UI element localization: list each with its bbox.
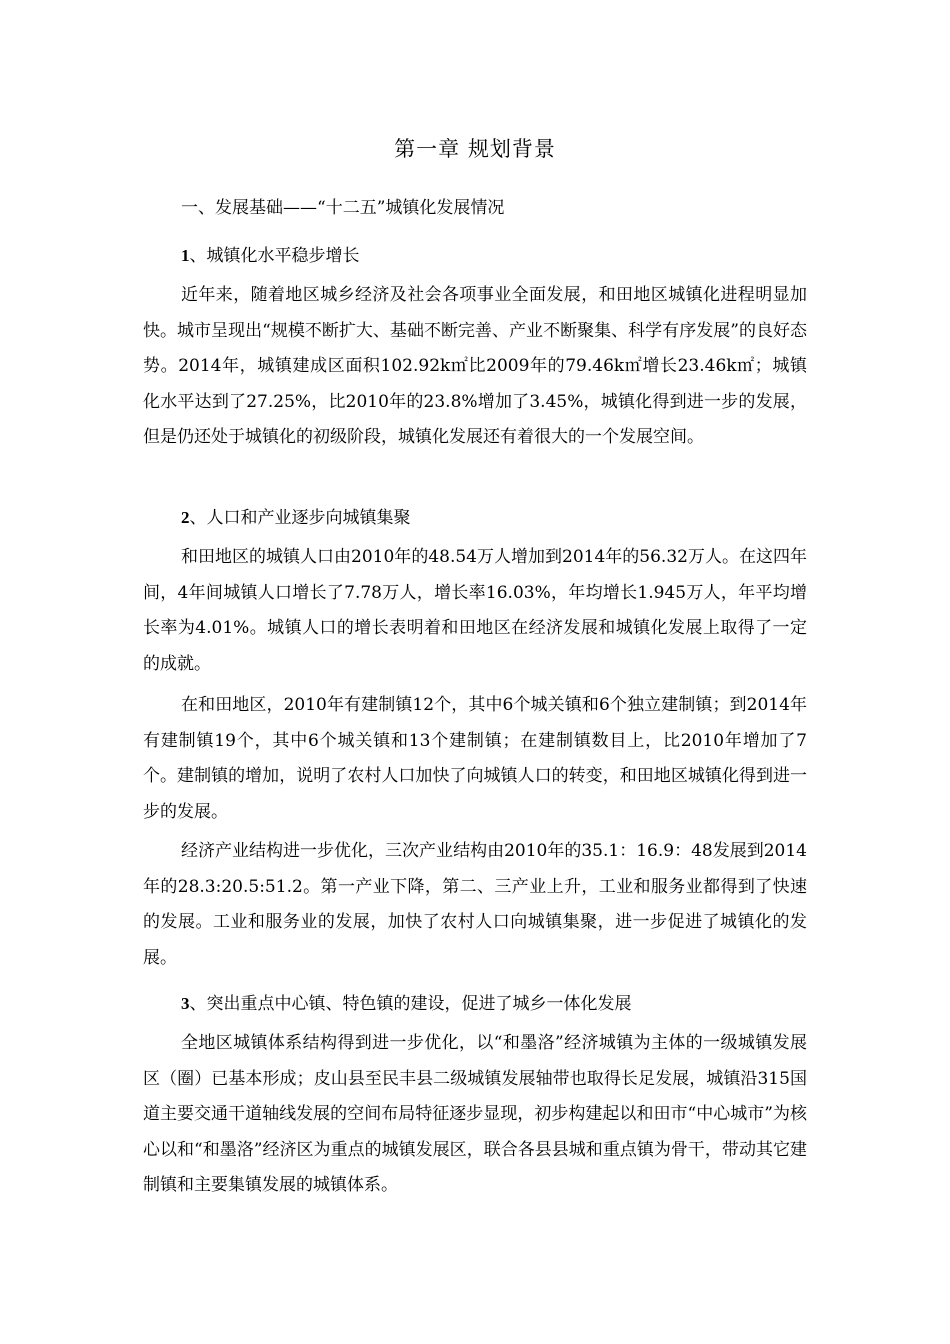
chapter-title: 第一章 规划背景 [394, 137, 556, 161]
subsection-title: 、突出重点中心镇、特色镇的建设，促进了城乡一体化发展 [189, 994, 632, 1014]
paragraph-towns: 在和田地区，2010年有建制镇12个，其中6个城关镇和6个独立建制镇；到2014年有建制镇19个，其中6个城关镇和13个建制镇；在建制镇数目上，比2010年增加了7个。建制镇的增加，说明了农村人口加快了向城镇人口的转变，和田地区城镇化得到进一步的发展。 [143, 695, 807, 822]
subsection-title: 、人口和产业逐步向城镇集聚 [189, 508, 411, 528]
section-heading: 一、发展基础——“十二五”城镇化发展情况 [181, 198, 505, 218]
subsection-number: 3 [181, 994, 190, 1013]
subsection-title: 、城镇化水平稳步增长 [189, 246, 360, 266]
subsection-heading-2 [181, 502, 411, 534]
subsection-heading-3 [181, 988, 632, 1020]
subsection-number: 1 [181, 246, 190, 265]
paragraph-industry-structure: 经济产业结构进一步优化，三次产业结构由2010年的35.1：16.9：48发展到2014年的28.3:20.5:51.2。第一产业下降，第二、三产业上升，工业和服务业都得到了快速的发展。工业和服务业的发展，加快了农村人口向城镇集聚，进一步促进了城镇化的发展。 [143, 841, 807, 968]
subsection-heading-1 [181, 240, 360, 272]
paragraph-town-system: 全地区城镇体系结构得到进一步优化，以“和墨洛”经济城镇为主体的一级城镇发展区（圈）已基本形成；皮山县至民丰县二级城镇发展轴带也取得长足发展，城镇沿315国道主要交通干道轴线发展的空间布局特征逐步显现，初步构建起以和田市“中心城市”为核心以和“和墨洛”经济区为重点的城镇发展区，联合各县县城和重点镇为骨干，带动其它建制镇和主要集镇发展的城镇体系。 [143, 1033, 807, 1195]
subsection-number: 2 [181, 508, 190, 527]
paragraph-urbanization-level: 近年来，随着地区城乡经济及社会各项事业全面发展，和田地区城镇化进程明显加快。城市呈现出“规模不断扩大、基础不断完善、产业不断聚集、科学有序发展”的良好态势。2014年，城镇建成区面积102.92k㎡比2009年的79.46k㎡增长23.46k㎡；城镇化水平达到了27.25%，比2010年的23.8%增加了3.45%，城镇化得到进一步的发展，但是仍还处于城镇化的初级阶段，城镇化发展还有着很大的一个发展空间。 [143, 285, 807, 447]
paragraph-urban-population: 和田地区的城镇人口由2010年的48.54万人增加到2014年的56.32万人。在这四年间，4年间城镇人口增长了7.78万人，增长率16.03%，年均增长1.945万人，年平均增长率为4.01%。城镇人口的增长表明着和田地区在经济发展和城镇化发展上取得了一定的成就。 [143, 547, 807, 674]
